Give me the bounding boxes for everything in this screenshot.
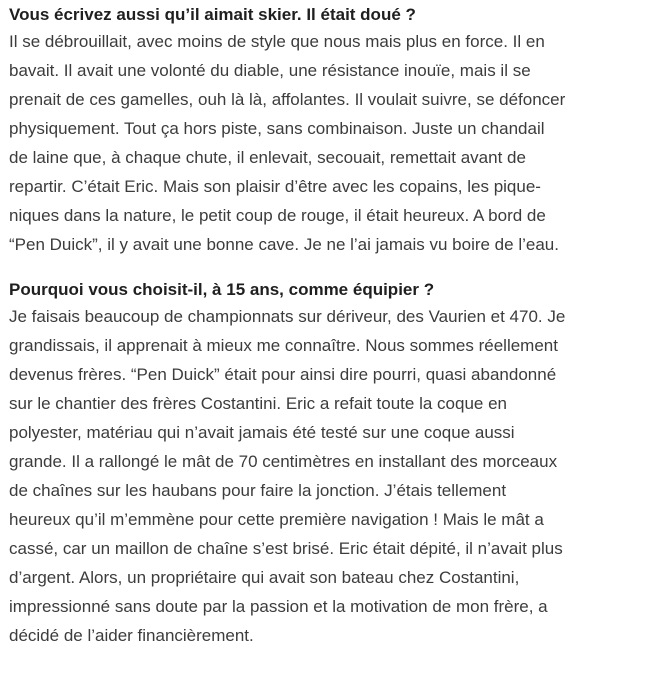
answer-line: polyester, matériau qui n’avait jamais été testé sur une coque aussi: [9, 423, 515, 442]
answer-line: grandissais, il apprenait à mieux me connaître. Nous sommes réellement: [9, 336, 558, 355]
answer-line: de laine que, à chaque chute, il enlevait, secouait, remettait avant de: [9, 148, 526, 167]
answer-line: grande. Il a rallongé le mât de 70 centimètres en installant des morceaux: [9, 452, 558, 471]
answer-line: Il se débrouillait, avec moins de style que nous mais plus en force. Il en: [9, 32, 545, 51]
section-spacer: [9, 259, 645, 277]
qa-block-crew: [9, 277, 645, 650]
answer-line: repartir. C’était Eric. Mais son plaisir d’être avec les copains, les pique-: [9, 177, 541, 196]
answer-line: de chaînes sur les haubans pour faire la jonction. J’étais tellement: [9, 481, 507, 500]
question-heading: Pourquoi vous choisit-il, à 15 ans, comme équipier ?: [9, 280, 435, 299]
answer-line: sur le chantier des frères Costantini. Eric a refait toute la coque en: [9, 394, 507, 413]
answer-line: prenait de ces gamelles, ouh là là, affolantes. Il voulait suivre, se défoncer: [9, 90, 566, 109]
answer-line: niques dans la nature, le petit coup de rouge, il était heureux. A bord de: [9, 206, 546, 225]
answer-line: devenus frères. “Pen Duick” était pour ainsi dire pourri, quasi abandonné: [9, 365, 557, 384]
answer-line: d’argent. Alors, un propriétaire qui avait son bateau chez Costantini,: [9, 568, 520, 587]
answer-paragraph: [9, 27, 645, 259]
answer-line: impressionné sans doute par la passion et la motivation de mon frère, a: [9, 597, 548, 616]
answer-line: Je faisais beaucoup de championnats sur dériveur, des Vaurien et 470. Je: [9, 307, 566, 326]
qa-block-skiing: [9, 2, 645, 259]
answer-line: heureux qu’il m’emmène pour cette première navigation ! Mais le mât a: [9, 510, 544, 529]
article-body: [9, 2, 645, 650]
answer-line: bavait. Il avait une volonté du diable, une résistance inouïe, mais il se: [9, 61, 531, 80]
answer-line: “Pen Duick”, il y avait une bonne cave. Je ne l’ai jamais vu boire de l’eau.: [9, 235, 559, 254]
answer-paragraph: [9, 302, 645, 650]
question-heading: Vous écrivez aussi qu’il aimait skier. Il était doué ?: [9, 5, 416, 24]
answer-line: décidé de l’aider financièrement.: [9, 626, 254, 645]
answer-line: cassé, car un maillon de chaîne s’est brisé. Eric était dépité, il n’avait plus: [9, 539, 563, 558]
answer-line: physiquement. Tout ça hors piste, sans combinaison. Juste un chandail: [9, 119, 545, 138]
